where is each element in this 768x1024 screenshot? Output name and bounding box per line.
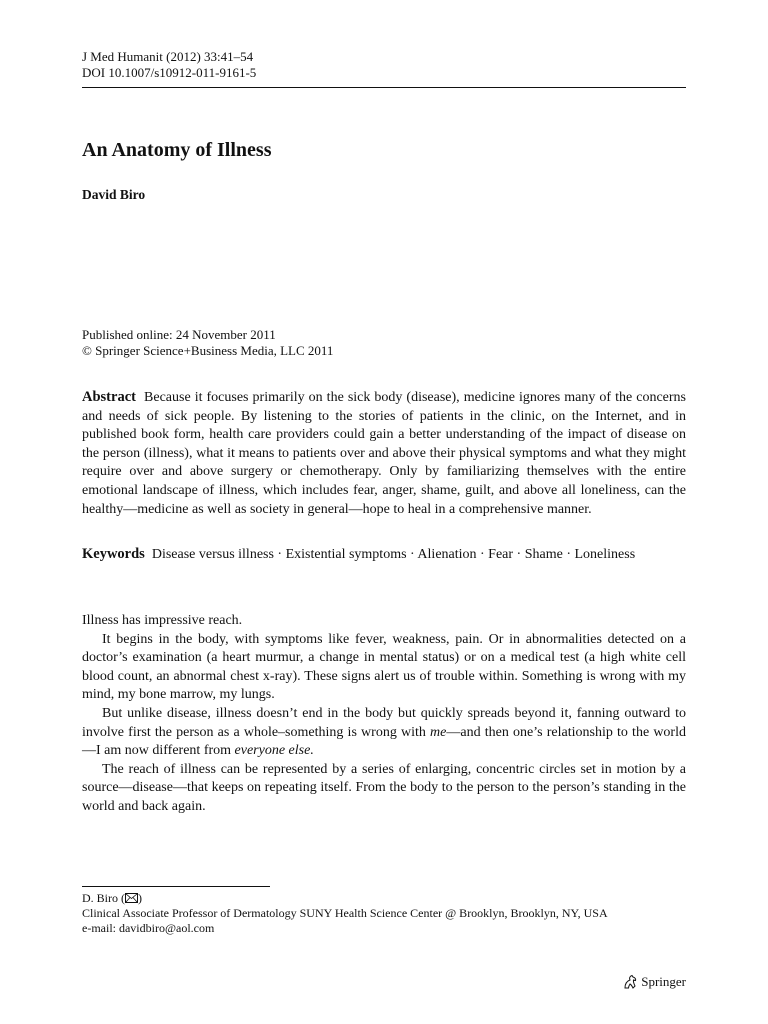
springer-wordmark: Springer <box>641 974 686 989</box>
journal-header <box>82 49 256 81</box>
paragraph-2: It begins in the body, with symptoms like fever, weakness, pain. Or in abnormalities detected on a doctor’s examination (a heart murmur, a change in mental status) or on a medical test (a high white cell blood count, an abnormal chest x-ray). These signs alert us of trouble within. Something is wrong with my mind, my bone marrow, my lungs. <box>82 631 686 703</box>
abstract-label: Abstract <box>82 389 136 405</box>
paragraph-3-part-a: But unlike disease, illness doesn’t end in the body but quickly spreads beyond it, fanning outward to involve first the person as a whole–something is wrong with <box>82 705 686 740</box>
paragraph-4: The reach of illness can be represented by a series of enlarging, concentric circles set in motion by a source—disease—that keeps on repeating itself. From the body to the person to the person’s standing in the world and back again. <box>82 761 686 814</box>
springer-logo <box>622 974 686 990</box>
doi-line[interactable]: DOI 10.1007/s10912-011-9161-5 <box>82 65 257 80</box>
emphasis-everyone-else: everyone else. <box>234 743 314 759</box>
article-title: An Anatomy of Illness <box>82 139 272 161</box>
header-rule <box>82 87 686 88</box>
springer-horse-icon <box>622 974 638 990</box>
keywords-label: Keywords <box>82 546 145 562</box>
abstract <box>82 388 686 519</box>
emphasis-me: me <box>430 724 447 740</box>
footnote-rule <box>82 886 270 887</box>
body-text <box>82 612 686 817</box>
paragraph-1: Illness has impressive reach. <box>82 613 243 628</box>
paragraph-3-part-b: —and then one’s relationship to the world—I am now different from <box>82 724 686 759</box>
footnote-author-name: D. Biro ( <box>82 891 125 905</box>
author-footnote <box>82 891 686 936</box>
footnote-author-suffix: ) <box>138 891 142 905</box>
envelope-icon[interactable] <box>125 893 138 903</box>
footnote-affiliation: Clinical Associate Professor of Dermatology SUNY Health Science Center @ Brooklyn, Brooklyn, NY, USA <box>82 906 608 920</box>
journal-citation: J Med Humanit (2012) 33:41–54 <box>82 49 254 64</box>
paragraph-3 <box>82 705 686 761</box>
publication-info <box>82 327 333 359</box>
footnote-email[interactable]: e-mail: davidbiro@aol.com <box>82 921 215 935</box>
published-date: Published online: 24 November 2011 <box>82 327 276 342</box>
abstract-text: Because it focuses primarily on the sick body (disease), medicine ignores many of the concerns and needs of sick people. By listening to the stories of patients in the clinic, on the Internet, and in published book form, health care providers could gain a better understanding of the impact of disease on the person (illness), what it means to patients over and above their physical symptoms and what they might require over and above surgery or chemotherapy. Only by familiarizing themselves with the entire emotional landscape of illness, which includes fear, anger, shame, guilt, and above all loneliness, can the healthy—medicine as well as society in general—hope to heal in a comprehensive manner. <box>82 390 686 517</box>
keywords-text: Disease versus illness · Existential symptoms · Alienation · Fear · Shame · Loneliness <box>151 547 636 562</box>
author-name: David Biro <box>82 187 146 202</box>
footnote-author <box>82 891 686 906</box>
copyright-line: © Springer Science+Business Media, LLC 2011 <box>82 343 334 358</box>
keywords <box>82 546 686 564</box>
